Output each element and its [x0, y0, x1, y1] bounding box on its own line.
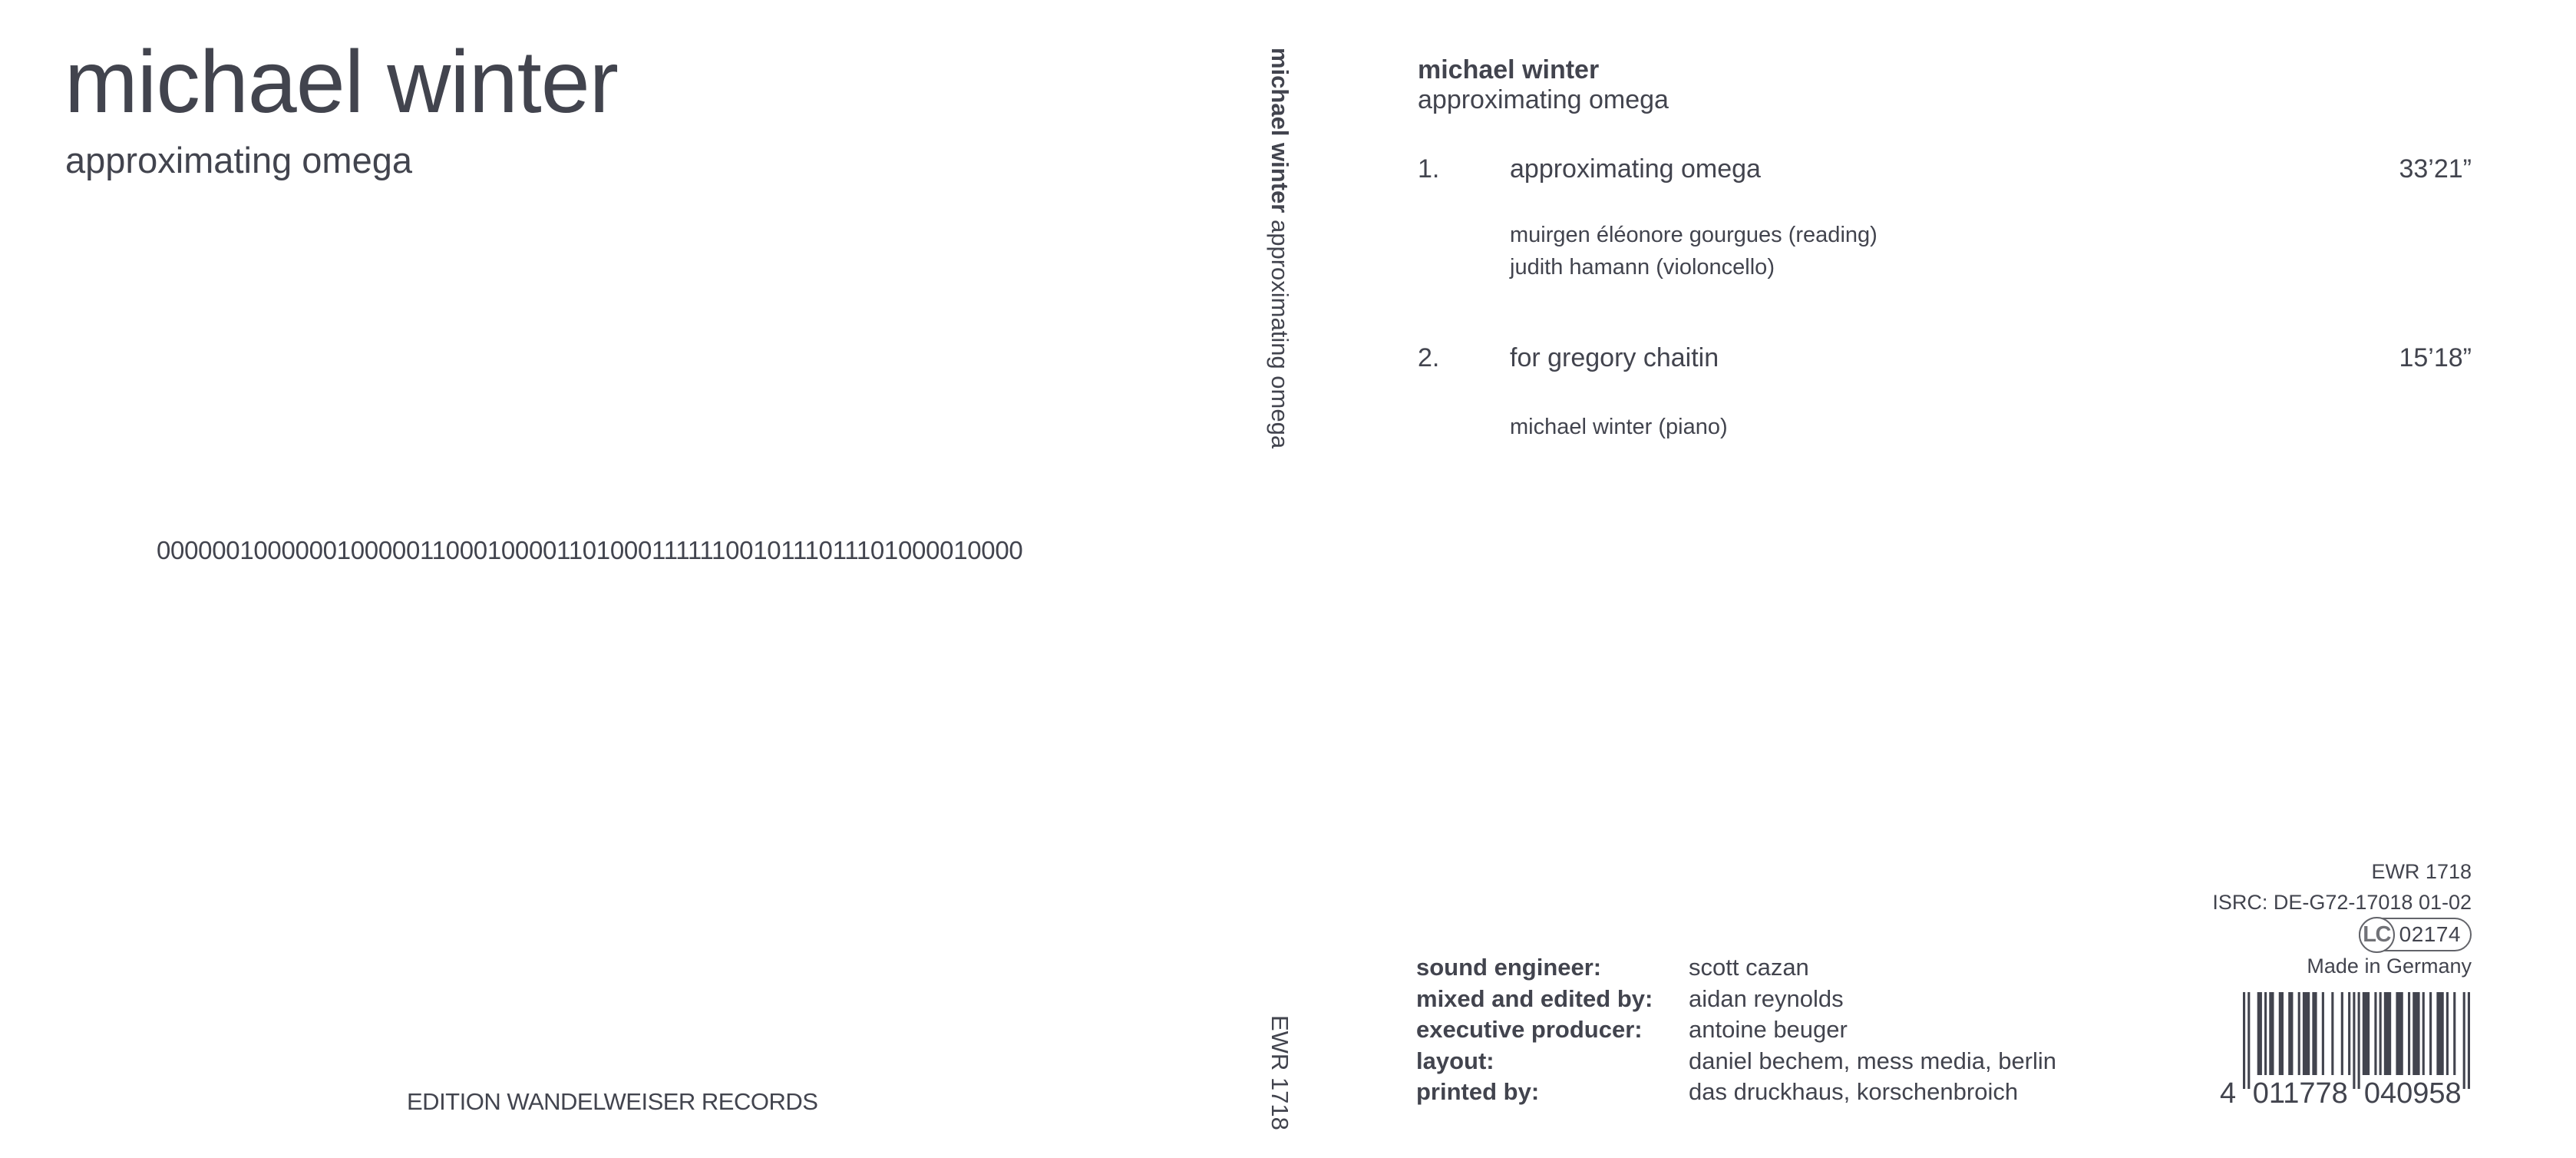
record-label-name: EDITION WANDELWEISER RECORDS: [407, 1088, 818, 1115]
performer-line: muirgen éléonore gourgues (reading): [1510, 223, 1878, 247]
track-title: for gregory chaitin: [1510, 343, 1719, 372]
credit-label: layout:: [1416, 1047, 1494, 1074]
barcode-digit-group: 4: [2220, 1077, 2237, 1104]
barcode-svg: [2217, 992, 2470, 1104]
credit-label: printed by:: [1416, 1078, 1540, 1105]
performer-line: judith hamann (violoncello): [1510, 255, 1775, 280]
credits-block: [1416, 952, 2056, 1108]
credit-row: [1416, 952, 2056, 984]
spine-album: approximating omega: [1267, 213, 1293, 449]
album-title: michael winter: [64, 33, 618, 131]
made-in-text: Made in Germany: [2307, 955, 2472, 978]
spine-artist-album: [1268, 48, 1292, 448]
track-number: 2.: [1418, 343, 1440, 372]
credit-label: mixed and edited by:: [1416, 984, 1653, 1012]
back-album: approximating omega: [1418, 85, 1669, 114]
credit-value: aidan reynolds: [1689, 984, 1844, 1012]
credit-value: daniel bechem, mess media, berlin: [1689, 1047, 2057, 1074]
back-header: [1418, 55, 1669, 115]
track-number: 1.: [1418, 154, 1440, 184]
lc-logo-icon: LC: [2359, 917, 2395, 953]
credit-label: sound engineer:: [1416, 954, 1602, 981]
credit-row: [1416, 1046, 2056, 1077]
barcode-digit-group: 040958: [2363, 1077, 2462, 1104]
ean13-barcode: [2217, 992, 2470, 1104]
album-subtitle: approximating omega: [65, 140, 412, 180]
credit-row: [1416, 984, 2056, 1015]
credit-value: antoine beuger: [1689, 1016, 1848, 1043]
track-title: approximating omega: [1510, 154, 1761, 184]
label-code-number: 02174: [2399, 922, 2461, 946]
label-code-badge: [2359, 918, 2472, 951]
credit-value: das druckhaus, korschenbroich: [1689, 1078, 2019, 1105]
binary-sequence: 0000001000000100000110001000011010001111110010111011101000010000: [157, 536, 1023, 564]
catalog-number: EWR 1718: [2371, 860, 2472, 883]
spine-catalog-number: EWR 1718: [1267, 1015, 1293, 1130]
track-duration: 15’18”: [2399, 343, 2472, 372]
credit-label: executive producer:: [1416, 1016, 1643, 1043]
track-duration: 33’21”: [2399, 154, 2472, 184]
barcode-digit-group: 011778: [2252, 1077, 2348, 1104]
credit-row: [1416, 1014, 2056, 1046]
back-artist: michael winter: [1418, 55, 1600, 84]
credit-value: scott cazan: [1689, 954, 1809, 981]
spine-artist: michael winter: [1267, 48, 1293, 213]
performer-line: michael winter (piano): [1510, 415, 1728, 439]
credit-row: [1416, 1077, 2056, 1108]
isrc-code: ISRC: DE-G72-17018 01-02: [2212, 891, 2472, 914]
